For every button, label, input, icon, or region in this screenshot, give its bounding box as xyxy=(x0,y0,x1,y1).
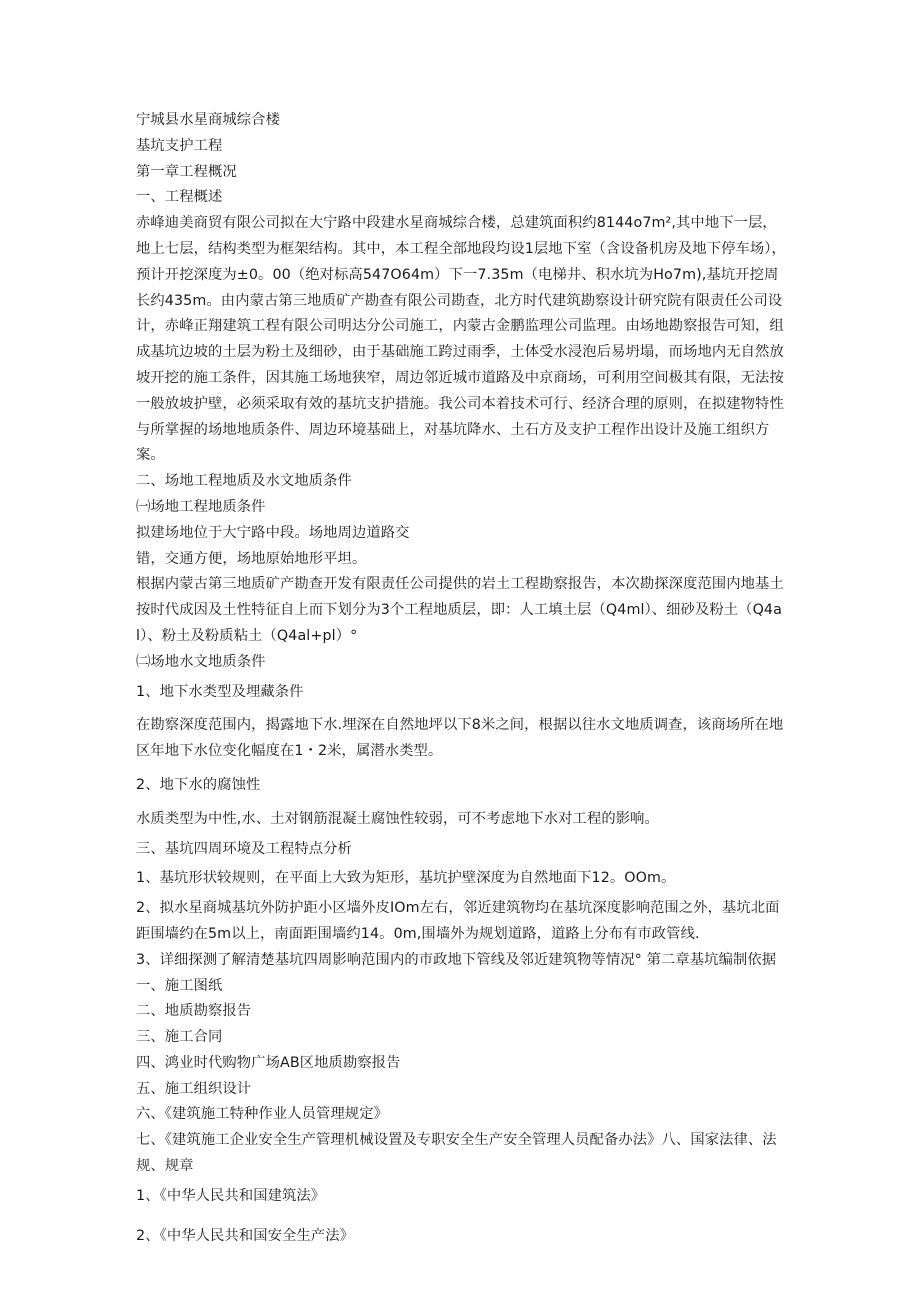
water-item-2-title: 2、地下水的腐蚀性 xyxy=(136,776,261,793)
section-1-title: 一、工程概述 xyxy=(136,189,223,206)
section-1-body: 赤峰迪美商贸有限公司拟在大宁路中段建水星商城综合楼，总建筑面积约8144o7m²,其中地下一层，地上七层，结构类型为框架结构。其中，本工程全部地段均设1层地下室（含设备机房及地下停车场），预计开挖深度为±0。00（绝对标高547O64m）下一7.35m（电梯井、积水坑为Ho7m),基坑开挖周长约435m。由内蒙古第三地质矿产勘查有限公司勘查，北方时代建筑勘察设计研究院有限责任公司设计，赤峰正翔建筑工程有限公司明达分公司施工，内蒙古金鹏监理公司监理。由场地勘察报告可知，组成基坑边坡的土层为粉土及细砂，由于基础施工跨过雨季，土体受水浸泡后易坍塌，而场地内无自然放坡开挖的施工条件，因其施工场地狭窄，周边邻近城市道路及中京商场，可利用空间极其有限，无法按一般放坡护壁，必须采取有效的基坑支护措施。我公司本着技术可行、经济合理的原则，在拟建物特性与所掌握的场地地质条件、周边环境基础上，对基坑降水、土石方及支护工程作出设计及施工组织方案。 xyxy=(136,215,786,464)
basis-item-4: 四、鸿业时代购物广场AB区地质勘察报告 xyxy=(136,1054,401,1071)
chapter-1-title: 第一章工程概况 xyxy=(136,163,237,180)
section-2-sub-1-title: ㈠场地工程地质条件 xyxy=(136,498,266,515)
section-3-title: 三、基坑四周环境及工程特点分析 xyxy=(136,840,352,857)
law-item-1: 1、《中华人民共和国建筑法》 xyxy=(136,1187,326,1204)
section-3-item-2: 2、拟水星商城基坑外防护距小区墙外皮IOm左右，邻近建筑物均在基坑深度影响范围之外，基坑北面距围墙约在5m以上，南面距围墙约14。0m,围墙外为规划道路，道路上分布有市政管线. xyxy=(136,900,780,942)
section-3-item-3: 3、详细探测了解清楚基坑四周影响范围内的市政地下管线及邻近建筑物等情况° 第二章基坑编制依据 xyxy=(136,951,777,968)
document-subject: 基坑支护工程 xyxy=(136,137,223,154)
water-item-2-body: 水质类型为中性,水、土对钢筋混凝土腐蚀性较弱，可不考虑地下水对工程的影响。 xyxy=(136,810,659,827)
basis-item-3: 三、施工合同 xyxy=(136,1029,223,1046)
basis-item-7: 七、《建筑施工企业安全生产管理机械设置及专职安全生产安全管理人员配备办法》八、国家法律、法规、规章 xyxy=(136,1132,777,1175)
document-body xyxy=(136,108,786,1249)
section-2-sub-2-title: ㈡场地水文地质条件 xyxy=(136,653,266,670)
section-2-sub-1-line-1: 拟建场地位于大宁路中段。场地周边道路交 xyxy=(136,524,410,541)
basis-item-1: 一、施工图纸 xyxy=(136,977,223,994)
water-item-1-body: 在勘察深度范围内，揭露地下水.埋深在自然地坪以下8米之间，根据以往水文地质调查，该商场所在地区年地下水位变化幅度在1・2米，属潜水类型。 xyxy=(136,717,784,760)
water-item-1-title: 1、地下水类型及埋藏条件 xyxy=(136,683,304,700)
basis-item-5: 五、施工组织设计 xyxy=(136,1080,252,1097)
basis-item-2: 二、地质勘察报告 xyxy=(136,1003,252,1020)
project-name: 宁城县水星商城综合楼 xyxy=(136,112,280,128)
law-item-2: 2、《中华人民共和国安全生产法》 xyxy=(136,1227,354,1244)
basis-item-6: 六、《建筑施工特种作业人员管理规定》 xyxy=(136,1106,388,1123)
section-2-title: 二、场地工程地质及水文地质条件 xyxy=(136,473,352,490)
section-2-sub-1-body: 根据内蒙古第三地质矿产勘查开发有限责任公司提供的岩土工程勘察报告，本次勘探深度范围内地基土按时代成因及土性特征自上而下划分为3个工程地质层，即：人工填土层（Q4ml）、细砂及粉土（Q4al）、粉土及粉质粘土（Q4al+pl）° xyxy=(136,576,784,644)
section-3-item-1: 1、基坑形状较规则，在平面上大致为矩形，基坑护壁深度为自然地面下12。OOm。 xyxy=(136,870,676,887)
section-2-sub-1-line-2: 错，交通方便，场地原始地形平坦。 xyxy=(136,550,367,567)
